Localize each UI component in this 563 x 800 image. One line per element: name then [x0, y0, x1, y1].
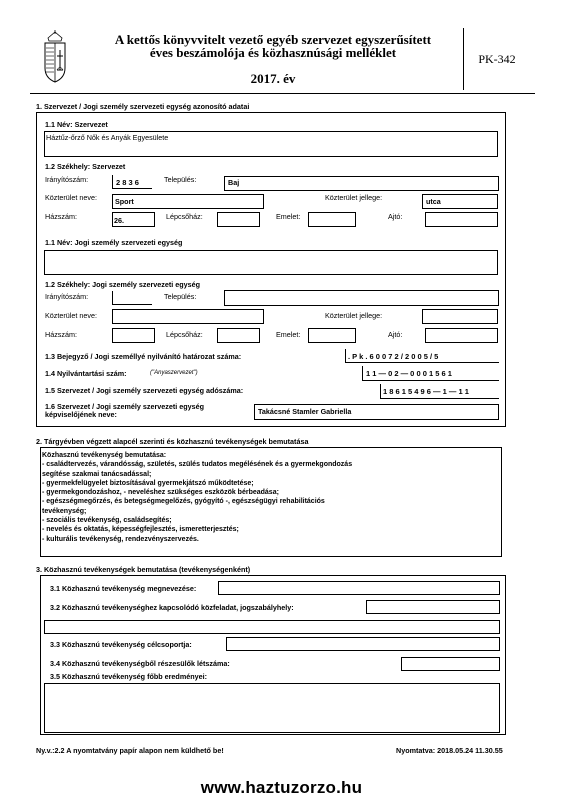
target-group-field[interactable] — [226, 637, 500, 651]
unit-street-type-field[interactable] — [422, 309, 498, 324]
activities-line: - gyermekfelügyelet biztosításával gyermekjátszó működtetése; — [42, 479, 254, 487]
unit-name-field[interactable] — [44, 250, 498, 275]
house-label: Házszám: — [45, 212, 77, 221]
activities-line: Közhasznú tevékenység bemutatása: — [42, 452, 167, 459]
section2-title: 2. Tárgyévben végzett alapcél szerinti és közhasznú tevékenységek bemutatása — [36, 437, 309, 446]
name-value: Háztűz-őrző Nők és Anyák Egyesülete — [46, 133, 169, 142]
beneficiaries-field[interactable] — [401, 657, 500, 671]
seat-label: 1.2 Székhely: Szervezet — [45, 162, 126, 171]
street-field[interactable] — [112, 194, 264, 209]
unit-floor-field[interactable] — [308, 328, 356, 343]
city-field[interactable] — [224, 176, 499, 191]
unit-street-label: Közterület neve: — [45, 311, 97, 320]
zip-label: Irányítószám: — [45, 175, 89, 184]
section1-title: 1. Szervezet / Jogi személy szervezeti egység azonosító adatai — [36, 102, 250, 111]
city-label: Település: — [164, 175, 197, 184]
name-label: 1.1 Név: Szervezet — [45, 120, 108, 129]
representative-value: Takácsné Stamler Gabriella — [258, 407, 352, 416]
activity-name-field[interactable] — [218, 581, 500, 595]
tax-number-label: 1.5 Szervezet / Jogi személy szervezeti egység adószáma: — [45, 386, 244, 395]
unit-seat-label: 1.2 Székhely: Jogi személy szervezeti egység — [45, 280, 201, 289]
unit-door-field[interactable] — [425, 328, 498, 343]
activities-list — [42, 451, 352, 544]
street-value: Sport — [115, 197, 134, 206]
floor-label: Emelet: — [276, 212, 301, 221]
representative-label-1: 1.6 Szervezet / Jogi személy szervezeti egység — [45, 402, 205, 411]
registration-label: 1.3 Bejegyző / Jogi személlyé nyilvánító határozat száma: — [45, 352, 242, 361]
form-title-line2: éves beszámolója és közhasznúsági melléklet — [149, 45, 397, 60]
unit-house-label: Házszám: — [45, 330, 77, 339]
activities-line: - családtervezés, várandósság, születés, szülés tudatos megélésének és a gyermekgondozás — [42, 461, 353, 469]
print-timestamp: Nyomtatva: 2018.05.24 11.30.55 — [396, 746, 503, 755]
city-value: Baj — [228, 178, 240, 187]
activities-line: tevékenység; — [42, 507, 87, 515]
door-field[interactable] — [425, 212, 498, 227]
tax-number-value: 1 8 6 1 5 4 9 6 — 1 — 1 1 — [383, 387, 469, 396]
public-task-label: 3.2 Közhasznú tevékenységhez kapcsolódó közfeladat, jogszabályhely: — [50, 603, 294, 612]
public-task-field-2[interactable] — [44, 620, 500, 634]
stair-field[interactable] — [217, 212, 260, 227]
activities-line: - nevelés és oktatás, képességfejlesztés, ismeretterjesztés; — [42, 526, 239, 534]
activities-line: - gyermekgondozáshoz, - neveléshez szükséges eszközök bérbeadása; — [42, 489, 279, 497]
street-type-value: utca — [426, 197, 441, 206]
house-value: 26. — [114, 216, 124, 225]
unit-street-type-label: Közterület jellege: — [325, 311, 383, 320]
records-note: ("Anyaszervezet") — [150, 370, 198, 376]
activities-line: - egészségmegőrzés, és betegségmegelőzés, gyógyító -, egészségügyi rehabilitációs — [42, 498, 325, 506]
door-label: Ajtó: — [388, 212, 403, 221]
beneficiaries-label: 3.4 Közhasznú tevékenységből részesülők létszáma: — [50, 659, 230, 668]
records-value: 1 1 — 0 2 — 0 0 0 1 5 6 1 — [366, 369, 452, 378]
activities-line: - szociális tevékenység, családsegítés; — [42, 517, 172, 525]
form-title-line1: A kettős könyvvitelt vezető egyéb szervezet egyszerűsített — [114, 32, 432, 47]
zip-value: 2 8 3 6 — [116, 178, 139, 187]
target-group-label: 3.3 Közhasznú tevékenység célcsoportja: — [50, 640, 192, 649]
unit-city-label: Település: — [164, 292, 197, 301]
unit-name-label: 1.1 Név: Jogi személy szervezeti egység — [45, 238, 183, 247]
footer-note: Ny.v.:2.2 A nyomtatvány papír alapon nem küldhető be! — [36, 746, 224, 755]
activities-line: - kulturális tevékenység, rendezvényszervezés. — [42, 535, 199, 543]
unit-zip-field[interactable] — [112, 291, 152, 305]
records-label: 1.4 Nyilvántartási szám: — [45, 369, 127, 378]
website-link[interactable]: www.haztuzorzo.hu — [200, 778, 363, 797]
floor-field[interactable] — [308, 212, 356, 227]
unit-floor-label: Emelet: — [276, 330, 301, 339]
activity-name-label: 3.1 Közhasznú tevékenység megnevezése: — [50, 584, 197, 593]
activities-line: segítése szakmai tanácsadással; — [42, 470, 152, 478]
street-label: Közterület neve: — [45, 193, 97, 202]
stair-label: Lépcsőház: — [166, 212, 203, 221]
unit-house-field[interactable] — [112, 328, 155, 343]
unit-street-field[interactable] — [112, 309, 264, 324]
form-code: PK-342 — [478, 52, 516, 66]
unit-zip-label: Irányítószám: — [45, 292, 89, 301]
unit-city-field[interactable] — [224, 290, 499, 306]
representative-label-2: képviselőjének neve: — [45, 410, 117, 419]
unit-door-label: Ajtó: — [388, 330, 403, 339]
unit-stair-label: Lépcsőház: — [166, 330, 203, 339]
coat-of-arms-icon — [40, 30, 70, 85]
results-field[interactable] — [44, 683, 500, 733]
section3-title: 3. Közhasznú tevékenységek bemutatása (tevékenységenként) — [36, 565, 251, 574]
form-year: 2017. év — [250, 71, 296, 86]
public-task-field[interactable] — [366, 600, 500, 614]
unit-stair-field[interactable] — [217, 328, 260, 343]
results-label: 3.5 Közhasznú tevékenység főbb eredményei: — [50, 672, 207, 681]
header-divider — [30, 93, 535, 94]
street-type-label: Közterület jellege: — [325, 193, 383, 202]
registration-value: . P k . 6 0 0 7 2 / 2 0 0 5 / 5 — [348, 352, 439, 361]
